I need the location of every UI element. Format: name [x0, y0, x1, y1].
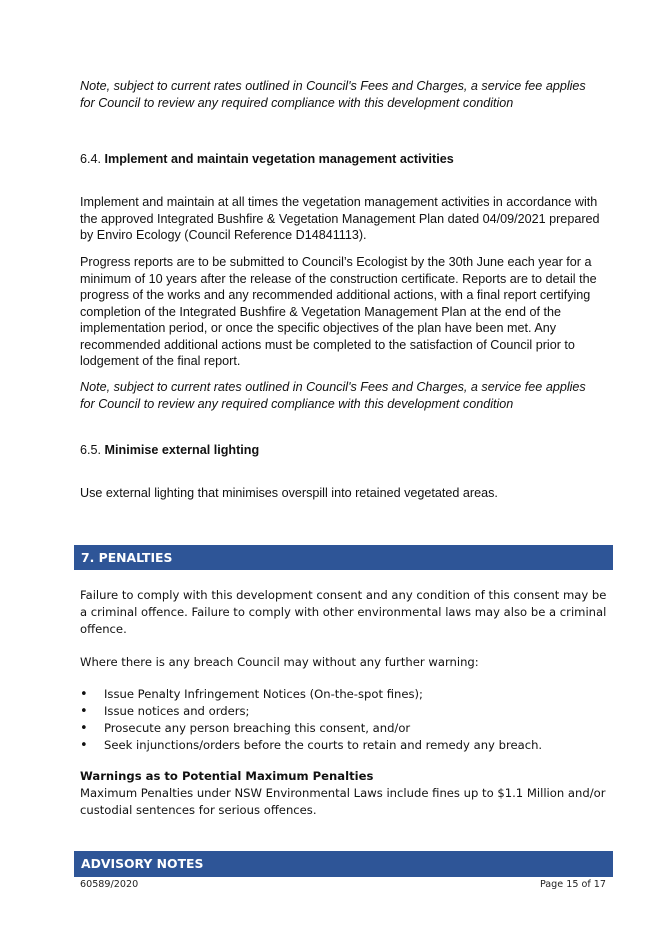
list-item: • Prosecute any person breaching this consent, and/or	[80, 720, 600, 737]
condition-paragraph: Use external lighting that minimises overspill into retained vegetated areas.	[80, 486, 498, 500]
list-item: • Issue Penalty Infringement Notices (On-the-spot fines);	[80, 686, 600, 703]
banner-divider	[74, 876, 613, 877]
condition-paragraph: Implement and maintain at all times the vegetation management activities in accordance with the approved Integrated Bushfire & Vegetation Management Plan dated 04/09/2021 prepared by Enviro Ecology (Council Reference D14841113).	[80, 195, 600, 242]
compliance-note: Note, subject to current rates outlined in Council's Fees and Charges, a service fee applies for Council to review any required compliance with this development condition	[80, 79, 586, 110]
condition-title: Implement and maintain vegetation management activities	[104, 152, 454, 166]
document-reference: 60589/2020	[80, 879, 139, 890]
page-number: Page 15 of 17	[539, 879, 606, 890]
condition-number: 6.5.	[80, 443, 102, 457]
penalties-paragraph: Failure to comply with this development consent and any condition of this consent may be a criminal offence. Failure to comply with other environmental laws may also be a criminal offence.	[80, 588, 607, 636]
condition-number: 6.4.	[80, 152, 102, 166]
penalties-paragraph: Where there is any breach Council may without any further warning:	[80, 655, 479, 669]
list-item: • Seek injunctions/orders before the courts to retain and remedy any breach.	[80, 737, 600, 754]
condition-paragraph: Progress reports are to be submitted to Council’s Ecologist by the 30th June each year for a minimum of 10 years after the release of the construction certificate. Reports are to detail the progress of the works and any recommended additional actions, with a final report certifying completion of the Integrated Bushfire & Vegetation Management Plan at the end of the implementation period, or once the specific objectives of the plan have been met. Any recommended additional actions must be completed to the satisfaction of Council prior to lodgement of the final report.	[80, 255, 597, 368]
penalties-list	[80, 686, 600, 754]
warnings-text: Maximum Penalties under NSW Environmental Laws include fines up to $1.1 Million and/or custodial sentences for serious offences.	[80, 786, 606, 817]
section-banner-advisory-notes: ADVISORY NOTES	[74, 851, 613, 876]
condition-title: Minimise external lighting	[104, 443, 260, 457]
section-banner-penalties: 7. PENALTIES	[74, 545, 613, 570]
list-item: • Issue notices and orders;	[80, 703, 600, 720]
warnings-title: Warnings as to Potential Maximum Penalties	[80, 769, 374, 783]
condition-heading-6-5	[80, 442, 600, 459]
compliance-note: Note, subject to current rates outlined in Council's Fees and Charges, a service fee applies for Council to review any required compliance with this development condition	[80, 380, 586, 411]
condition-heading-6-4	[80, 151, 600, 168]
